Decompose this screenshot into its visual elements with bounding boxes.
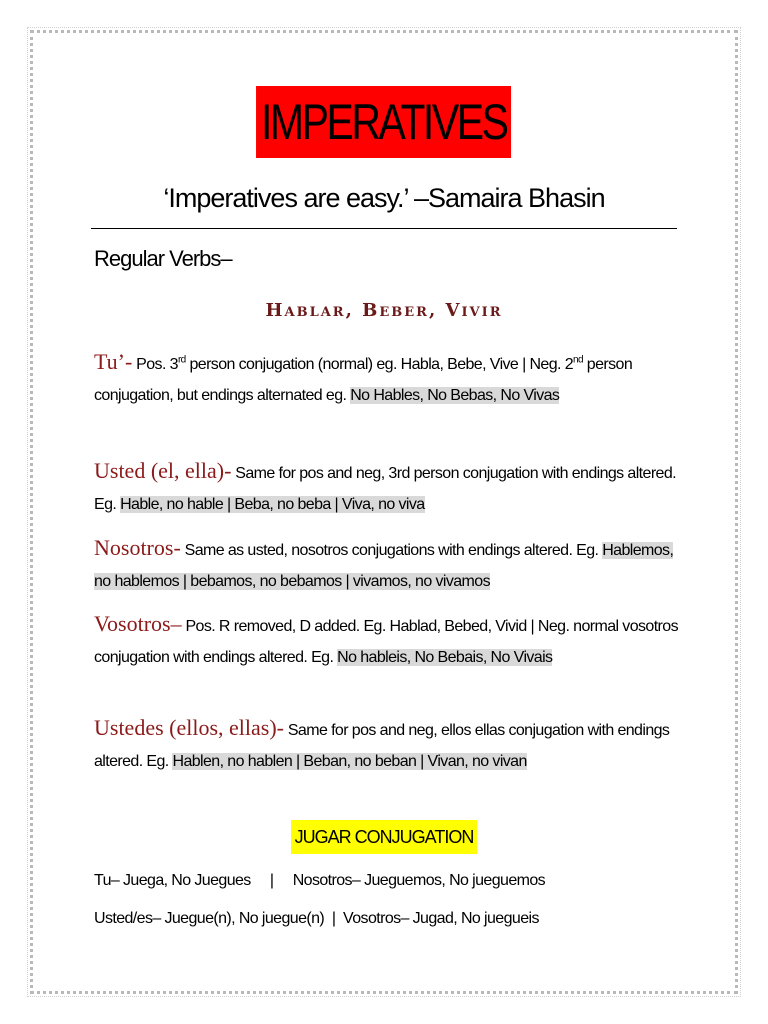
- section-tu: [94, 346, 684, 411]
- section-heading: Ustedes (ellos, ellas)-: [94, 715, 284, 740]
- section-text: Same for pos and neg, 3rd person conjugation with endings altered. Eg.: [94, 465, 676, 513]
- quote: ‘Imperatives are easy.’ –Samaira Bhasin: [163, 183, 605, 213]
- section-usted: [94, 455, 684, 520]
- section-text: Same for pos and neg, ellos ellas conjugation with endings altered. Eg.: [94, 722, 670, 770]
- section-text: person conjugation, but endings alternated eg.: [94, 356, 633, 404]
- section-nosotros: [94, 532, 684, 597]
- section-text: Pos. R removed, D added. Eg. Hablad, Bebed, Vivid | Neg. normal vosotros conjugation with endings altered. Eg.: [94, 618, 678, 666]
- highlight-example: Hablen, no hablen | Beban, no beban | Vivan, no vivan: [172, 753, 527, 770]
- jugar-line: Tu– Juega, No Juegues | Nosotros– Jueguemos, No jueguemos: [94, 872, 546, 889]
- highlight-example: Hable, no hable | Beba, no beba | Viva, no viva: [120, 496, 425, 513]
- highlight-example: Hablemos, no hablemos | bebamos, no bebamos | vivamos, no vivamos: [94, 542, 674, 590]
- section-heading: Tu’-: [94, 349, 133, 374]
- verbs-line: Hablar, Beber, Vivir: [265, 300, 503, 321]
- jugar-line: Usted/es– Juegue(n), No juegue(n) | Vosotros– Jugad, No juegueis: [94, 910, 539, 927]
- section-text: Same as usted, nosotros conjugations with endings altered. Eg.: [180, 542, 603, 559]
- section-text: Pos. 3: [132, 356, 178, 373]
- section-heading: Usted (el, ella)-: [94, 458, 232, 483]
- section-ustedes: [94, 712, 684, 777]
- section-heading: Nosotros-: [94, 535, 181, 560]
- highlight-example: No Hables, No Bebas, No Vivas: [350, 387, 560, 404]
- section-text: person conjugation (normal) eg. Habla, Bebe, Vive | Neg. 2: [185, 356, 574, 373]
- divider: [91, 228, 677, 229]
- jugar-heading-block: [0, 820, 768, 854]
- jugar-heading: JUGAR CONJUGATION: [291, 820, 478, 854]
- title-block: [0, 86, 768, 158]
- section-vosotros: [94, 608, 684, 673]
- regular-verbs-heading: Regular Verbs–: [94, 246, 232, 271]
- page-title: IMPERATIVES: [256, 86, 511, 158]
- highlight-example: No hableis, No Bebais, No Vivais: [337, 649, 553, 666]
- section-heading: Vosotros–: [94, 611, 182, 636]
- superscript: rd: [177, 354, 186, 366]
- superscript: nd: [573, 354, 583, 366]
